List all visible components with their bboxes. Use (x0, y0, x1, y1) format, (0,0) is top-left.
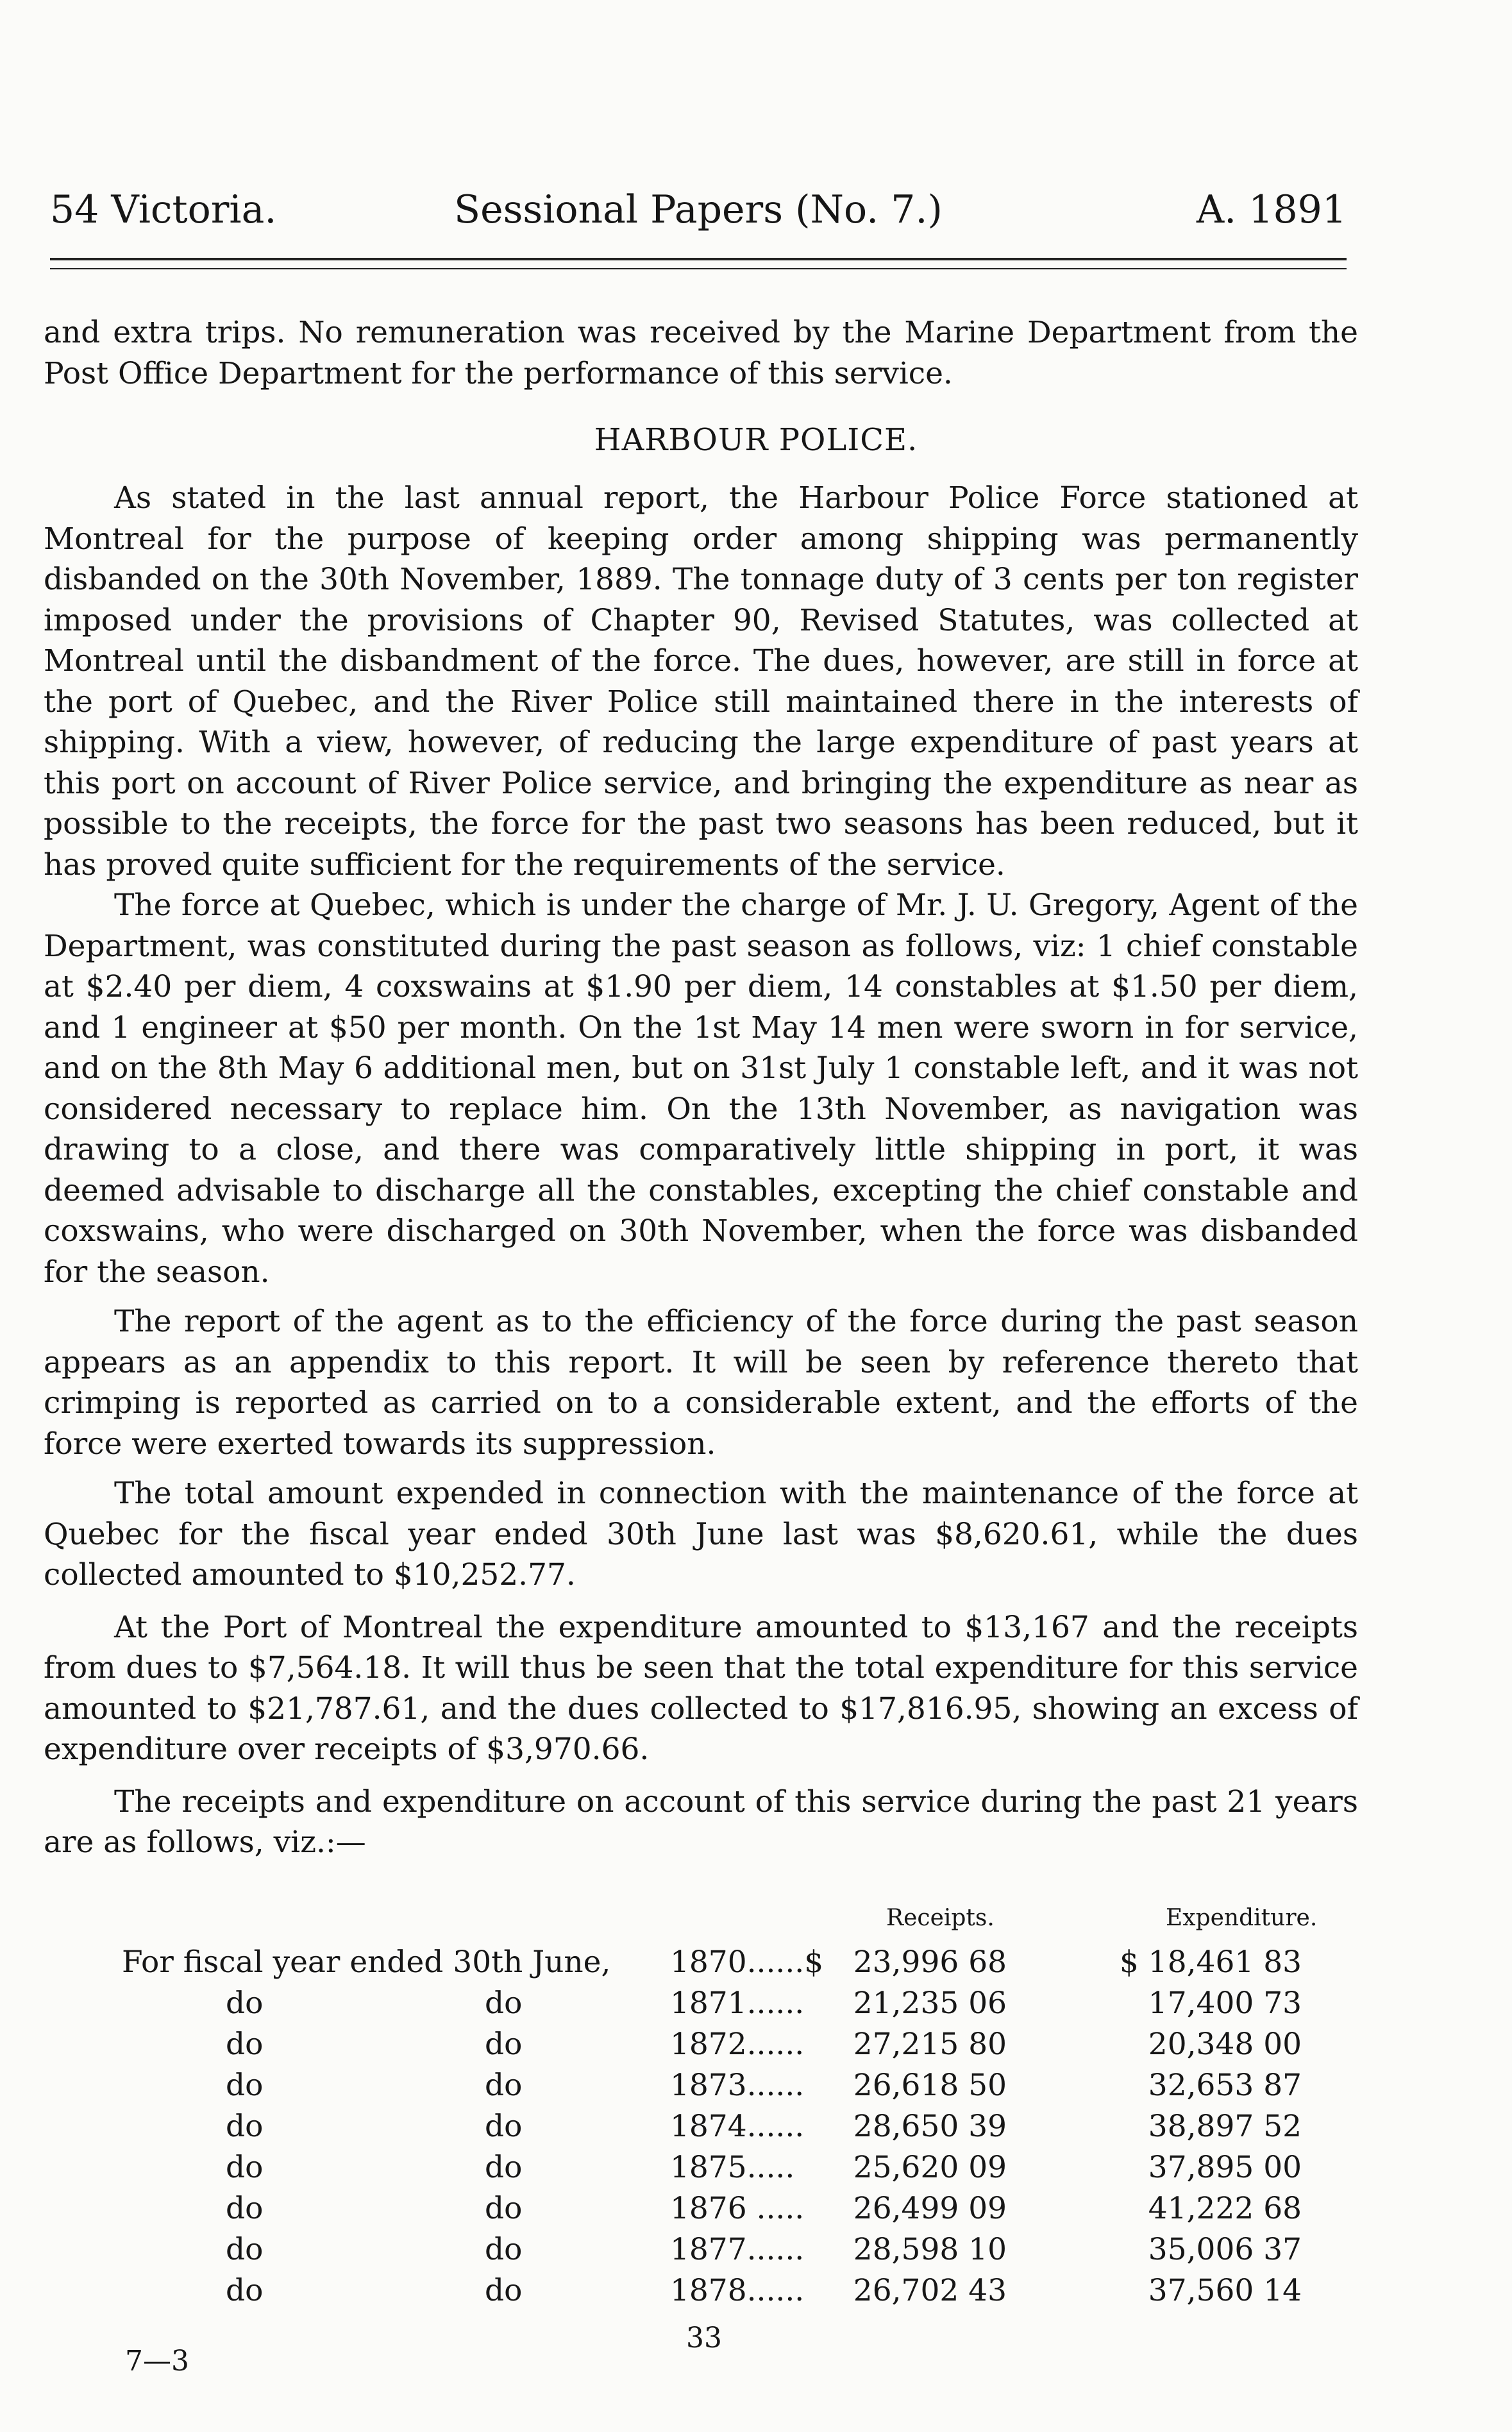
ditto-cell: do (485, 2068, 523, 2103)
table-row (0, 2191, 1512, 2231)
ditto-cell: do (485, 1986, 523, 2021)
table-row (0, 2273, 1512, 2313)
receipts-cell: 25,620 09 (853, 2150, 1007, 2185)
ditto-cell: do (226, 2109, 264, 2144)
receipts-cell: 21,235 06 (853, 1986, 1007, 2021)
year-cell: 1873...... (670, 2068, 805, 2103)
paragraph-2: The force at Quebec, which is under the charge of Mr. J. U. Gregory, Agent of the Department, was constituted during the past season as follows, viz: 1 chief constable at $2.40 per diem, 4 coxswains at $1.90 per diem, 14 constables at $1.50 per diem, and 1 engineer at $50 per month. On the 1st May 14 men were sworn in for service, and on the 8th May 6 additional men, but on 31st July 1 constable left, and it was not considered necessary to replace him. On the 13th November, as navigation was drawing to a close, and there was comparatively little shipping in port, it was deemed advisable to discharge all the constables, excepting the chief constable and coxswains, who were discharged on 30th November, when the force was disbanded for the season. (44, 888, 1358, 1290)
paragraph-5: At the Port of Montreal the expenditure amounted to $13,167 and the receipts from dues to $7,564.18. It will thus be seen that the total expenditure for this service amounted to $21,787.61, and the dues collected to $17,816.95, showing an excess of expenditure over receipts of $3,970.66. (44, 1609, 1358, 1767)
expenditure-cell: 32,653 87 (1148, 2068, 1302, 2103)
table-row (0, 2068, 1512, 2108)
header-rule-thin (50, 268, 1347, 269)
ditto-cell: do (226, 2191, 264, 2226)
receipts-cell: 26,618 50 (853, 2068, 1007, 2103)
ditto-cell: do (485, 2273, 523, 2308)
expenditure-cell: 20,348 00 (1148, 2027, 1302, 2062)
expenditure-cell: 37,895 00 (1148, 2150, 1302, 2185)
column-header-expenditure: Expenditure. (1166, 1905, 1318, 1931)
receipts-cell: 27,215 80 (853, 2027, 1007, 2062)
year-cell: 1878...... (670, 2273, 805, 2308)
paragraph-3: The report of the agent as to the efficiency of the force during the past season appears as an appendix to this report. It will be seen by reference thereto that crimping is reported as carried on to a considerable extent, and the efforts of the force were exerted towards its suppression. (44, 1304, 1358, 1462)
paragraph-1: As stated in the last annual report, the Harbour Police Force stationed at Montreal for the purpose of keeping order among shipping was permanently disbanded on the 30th November, 1889. The tonnage duty of 3 cents per ton register imposed under the provisions of Chapter 90, Revised Statutes, was collected at Montreal until the disbandment of the force. The dues, however, are still in force at the port of Quebec, and the River Police still maintained there in the interests of shipping. With a view, however, of reducing the large expenditure of past years at this port on account of River Police service, and bringing the expenditure as near as possible to the receipts, the force for the past two seasons has been reduced, but it has proved quite sufficient for the requirements of the service. (44, 480, 1358, 882)
body-text (44, 478, 1358, 1863)
receipts-cell: 26,499 09 (853, 2191, 1007, 2226)
header-rule-thick (50, 258, 1347, 260)
table-row (0, 2109, 1512, 2149)
ditto-cell: do (226, 2273, 264, 2308)
table-row (0, 2027, 1512, 2067)
year-cell: 1874...... (670, 2109, 805, 2144)
expenditure-cell: $ 18,461 83 (1119, 1945, 1302, 1980)
expenditure-cell: 17,400 73 (1148, 1986, 1302, 2021)
ditto-cell: do (485, 2191, 523, 2226)
ditto-cell: do (485, 2027, 523, 2062)
year-cell: 1875..... (670, 2150, 795, 2185)
ditto-cell: do (226, 2027, 264, 2062)
header-year: A. 1891 (1196, 187, 1347, 232)
ditto-cell: do (485, 2232, 523, 2267)
year-cell: 1870......$ (670, 1945, 824, 1980)
column-header-receipts: Receipts. (886, 1905, 995, 1931)
year-cell: 1872...... (670, 2027, 805, 2062)
receipts-cell: 26,702 43 (853, 2273, 1007, 2308)
table-row (0, 1986, 1512, 2026)
expenditure-cell: 37,560 14 (1148, 2273, 1302, 2308)
ditto-cell: do (226, 1986, 264, 2021)
ditto-cell: do (485, 2109, 523, 2144)
year-cell: 1871...... (670, 1986, 805, 2021)
ditto-cell: do (226, 2150, 264, 2185)
signature-mark: 7—3 (125, 2345, 189, 2377)
paragraph-4: The total amount expended in connection with the maintenance of the force at Quebec for the fiscal year ended 30th June last was $8,620.61, while the dues collected amounted to $10,252.77. (44, 1476, 1358, 1592)
intro-text: and extra trips. No remuneration was received by the Marine Department from the Post Office Department for the performance of this service. (44, 315, 1358, 391)
receipts-cell: 28,650 39 (853, 2109, 1007, 2144)
receipts-cell: 28,598 10 (853, 2232, 1007, 2267)
expenditure-cell: 35,006 37 (1148, 2232, 1302, 2267)
intro-paragraph (44, 312, 1358, 394)
ditto-cell: do (226, 2232, 264, 2267)
receipts-cell: 23,996 68 (853, 1945, 1007, 1980)
year-cell: 1876 ..... (670, 2191, 805, 2226)
table-row (0, 1945, 1512, 1985)
expenditure-cell: 38,897 52 (1148, 2109, 1302, 2144)
section-title: HARBOUR POLICE. (594, 422, 918, 458)
ditto-cell: do (226, 2068, 264, 2103)
table-row (0, 2232, 1512, 2272)
header-title: Sessional Papers (No. 7.) (454, 187, 943, 232)
expenditure-cell: 41,222 68 (1148, 2191, 1302, 2226)
year-cell: 1877...... (670, 2232, 805, 2267)
header-volume: 54 Victoria. (50, 187, 277, 232)
ditto-cell: do (485, 2150, 523, 2185)
paragraph-6: The receipts and expenditure on account of this service during the past 21 years are as follows, viz.:— (44, 1784, 1358, 1860)
row-lead-text: For fiscal year ended 30th June, (122, 1945, 611, 1980)
table-row (0, 2150, 1512, 2190)
running-header (50, 187, 1347, 239)
page-number: 33 (686, 2322, 722, 2354)
